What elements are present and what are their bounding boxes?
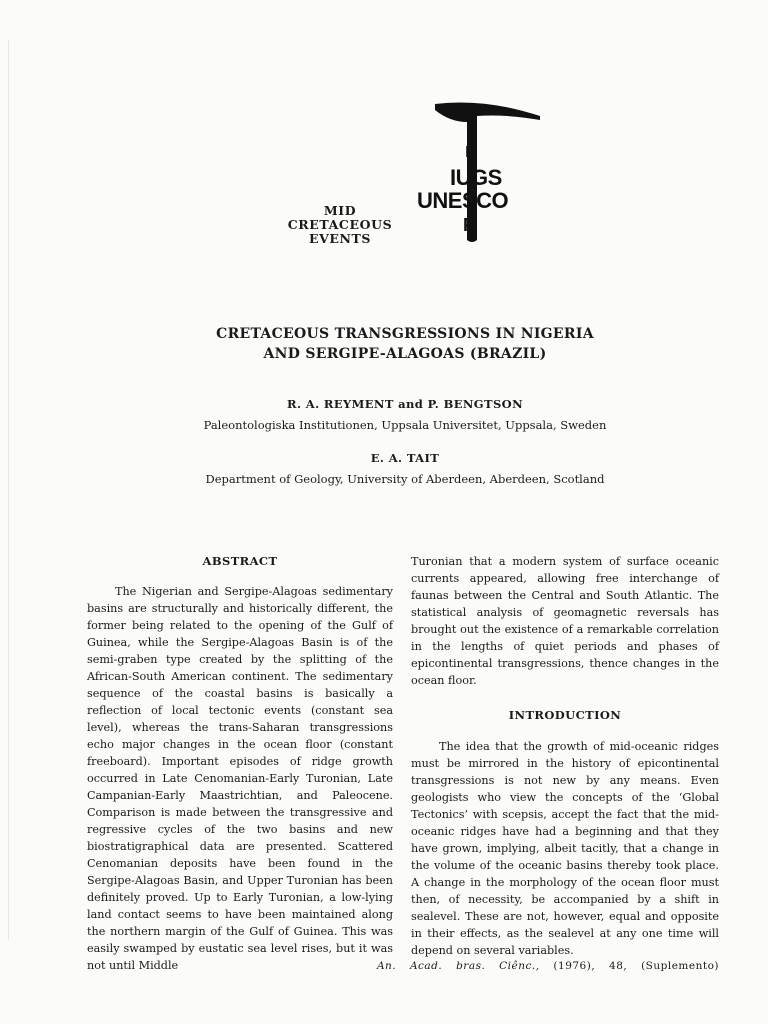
title-line: AND SERGIPE-ALAGOAS (BRAZIL) [263, 346, 547, 362]
introduction-heading: INTRODUCTION [508, 708, 622, 722]
logo-unesco: UNESCO [417, 188, 509, 213]
introduction-paragraph: The idea that the growth of mid-oceanic ridges must be mirrored in the history of epicontinental transgressions is not new by any means. Even geologists who view the concepts of the ‘Global Tectonics’ with scepsis, accept the fact that the mid-oceanic ridges have had a beginning and that they have grown, implying, albeit tacitly, that a change in the volume of the oceanic basins thereby took place. A change in the morphology of the ocean floor must then, of necessity, be accompanied by a shift in sealevel. These are not, however, equal and opposite in their effects, as the sealevel at any one time will depend on several variables. [411, 740, 719, 957]
journal-year: (1976), [553, 960, 596, 972]
series-label-line: EVENTS [308, 231, 372, 246]
abstract-continuation: Turonian that a modern system of surface oceanic currents appeared, allowing free interchange of faunas between the Central and South Atlantic. The statistical analysis of geomagnetic reversals has brought out the existence of a remarkable correlation in the lengths of quiet periods and phases of epicontinental transgressions, thence changes in the ocean floor. [411, 555, 719, 687]
right-column [411, 553, 719, 959]
abstract-paragraph: The Nigerian and Sergipe-Alagoas sedimentary basins are structurally and historically different, the former being related to the opening of the Gulf of Guinea, while the Sergipe-Alagoas Basin is of the semi-graben type created by the splitting of the African-South American continent. The sedimentary sequence of the coastal basins is basically a reflection of local tectonic events (constant sea level), whereas the trans-Saharan transgressions echo major changes in the ocean floor (constant freeboard). Important episodes of ridge growth occurred in Late Cenomanian-Early Turonian, Late Campanian-Early Maastrichtian, and Paleocene. Comparison is made between the transgressive and regressive cycles of the two basins and new biostratigraphical data are presented. Scattered Cenomanian deposits have been found in the Sergipe-Alagoas Basin, and Upper Turonian has been definitely proved. Up to Early Turonian, a low-lying land contact seems to have been maintained along the northern margin of the Gulf of Guinea. This was easily swamped by eustatic sea level rises, but it was not until Middle [87, 585, 393, 972]
logo-iugs: IUGS [450, 165, 502, 190]
authors-primary: R. A. REYMENT and P. BENGTSON [286, 397, 523, 411]
journal-name: An. Acad. bras. Ciênc., [376, 960, 540, 972]
series-label [285, 204, 395, 246]
iugs-unesco-logo [415, 100, 545, 250]
series-label-line: CRETACEOUS [287, 217, 393, 232]
series-label-line: MID [323, 203, 357, 218]
authors-secondary: E. A. TAIT [370, 451, 440, 465]
left-column [87, 553, 393, 974]
journal-citation [377, 960, 719, 972]
abstract-heading: ABSTRACT [202, 554, 278, 568]
logo-letter-p: P [463, 215, 475, 235]
affiliation-aberdeen: Department of Geology, University of Aberdeen, Aberdeen, Scotland [205, 472, 605, 486]
journal-volume: 48, [609, 960, 628, 972]
journal-supplement: (Suplemento) [641, 960, 719, 972]
scan-edge-line [8, 40, 9, 940]
title-line: CRETACEOUS TRANSGRESSIONS IN NIGERIA [216, 326, 594, 342]
logo-letter-i: I [465, 144, 469, 161]
paper-title [110, 324, 700, 364]
affiliation-uppsala: Paleontologiska Institutionen, Uppsala Universitet, Uppsala, Sweden [203, 418, 607, 432]
